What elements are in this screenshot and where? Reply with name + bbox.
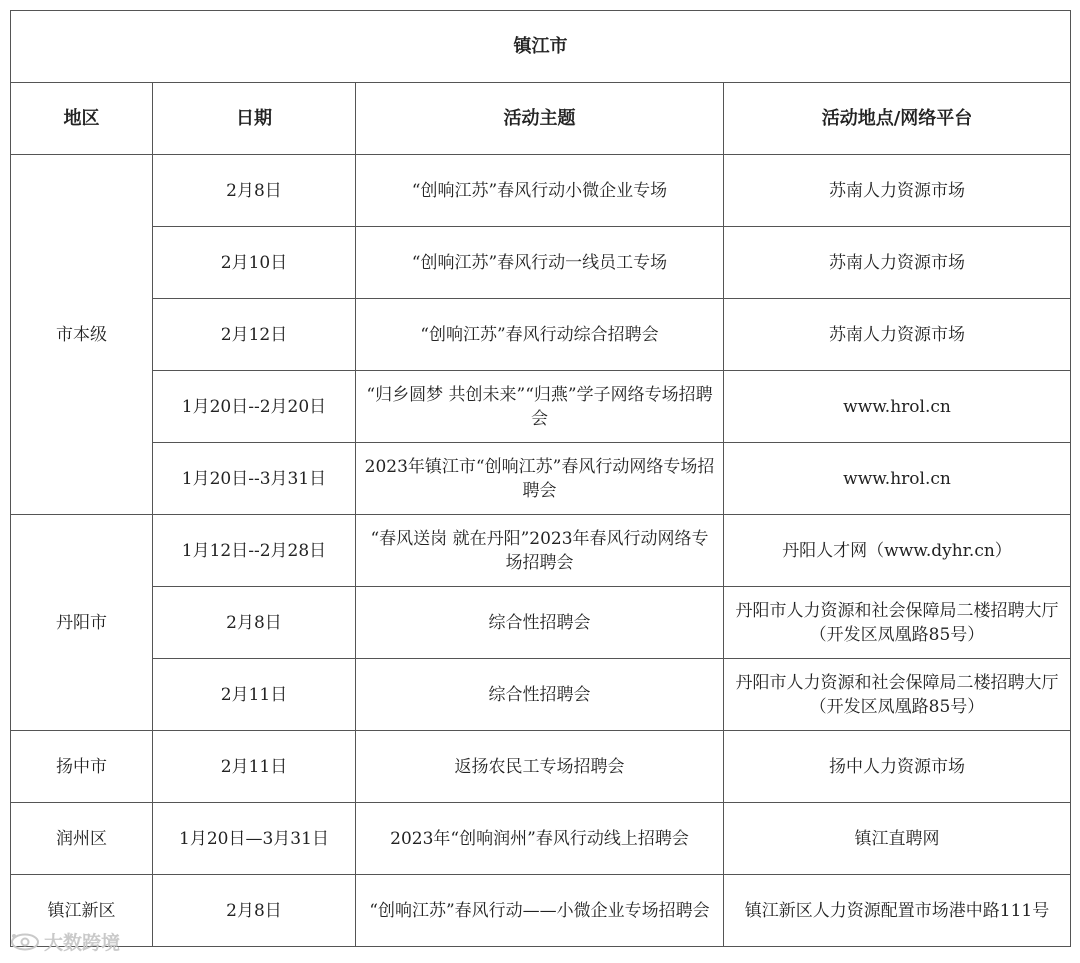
table-row (11, 443, 1071, 515)
table-row (11, 515, 1071, 587)
venue-cell: www.hrol.cn (724, 443, 1071, 515)
region-cell: 市本级 (11, 155, 153, 515)
theme-cell: 综合性招聘会 (356, 587, 724, 659)
theme-cell: 2023年“创响润州”春风行动线上招聘会 (356, 803, 724, 875)
date-cell: 2月8日 (153, 587, 356, 659)
schedule-table (10, 10, 1071, 947)
date-cell: 2月11日 (153, 731, 356, 803)
table-row (11, 803, 1071, 875)
venue-cell: 丹阳市人力资源和社会保障局二楼招聘大厅（开发区凤凰路85号） (724, 587, 1071, 659)
table-title: 镇江市 (11, 11, 1071, 83)
theme-cell: 综合性招聘会 (356, 659, 724, 731)
date-cell: 2月8日 (153, 875, 356, 947)
header-venue: 活动地点/网络平台 (724, 83, 1071, 155)
date-cell: 2月10日 (153, 227, 356, 299)
theme-cell: “创响江苏”春风行动一线员工专场 (356, 227, 724, 299)
table-row (11, 731, 1071, 803)
header-row (11, 83, 1071, 155)
theme-cell: 2023年镇江市“创响江苏”春风行动网络专场招聘会 (356, 443, 724, 515)
header-date: 日期 (153, 83, 356, 155)
venue-cell: 苏南人力资源市场 (724, 155, 1071, 227)
table-row (11, 371, 1071, 443)
venue-cell: 镇江直聘网 (724, 803, 1071, 875)
theme-cell: “创响江苏”春风行动小微企业专场 (356, 155, 724, 227)
header-theme: 活动主题 (356, 83, 724, 155)
title-row (11, 11, 1071, 83)
date-cell: 2月11日 (153, 659, 356, 731)
venue-cell: 苏南人力资源市场 (724, 299, 1071, 371)
date-cell: 1月20日--3月31日 (153, 443, 356, 515)
venue-cell: 苏南人力资源市场 (724, 227, 1071, 299)
theme-cell: “归乡圆梦 共创未来”“归燕”学子网络专场招聘会 (356, 371, 724, 443)
region-cell: 扬中市 (11, 731, 153, 803)
venue-cell: 丹阳人才网（www.dyhr.cn） (724, 515, 1071, 587)
theme-cell: “创响江苏”春风行动——小微企业专场招聘会 (356, 875, 724, 947)
table-row (11, 299, 1071, 371)
date-cell: 1月20日--2月20日 (153, 371, 356, 443)
table-row (11, 659, 1071, 731)
venue-cell: 丹阳市人力资源和社会保障局二楼招聘大厅（开发区凤凰路85号） (724, 659, 1071, 731)
table-row (11, 875, 1071, 947)
watermark-text: 大数跨境 (44, 932, 121, 954)
date-cell: 2月12日 (153, 299, 356, 371)
venue-cell: 镇江新区人力资源配置市场港中路111号 (724, 875, 1071, 947)
theme-cell: “创响江苏”春风行动综合招聘会 (356, 299, 724, 371)
theme-cell: 返扬农民工专场招聘会 (356, 731, 724, 803)
region-cell: 润州区 (11, 803, 153, 875)
date-cell: 1月20日—3月31日 (153, 803, 356, 875)
table-row (11, 155, 1071, 227)
venue-cell: www.hrol.cn (724, 371, 1071, 443)
date-cell: 1月12日--2月28日 (153, 515, 356, 587)
region-cell: 丹阳市 (11, 515, 153, 731)
header-region: 地区 (11, 83, 153, 155)
venue-cell: 扬中人力资源市场 (724, 731, 1071, 803)
theme-cell: “春风送岗 就在丹阳”2023年春风行动网络专场招聘会 (356, 515, 724, 587)
date-cell: 2月8日 (153, 155, 356, 227)
table-row (11, 587, 1071, 659)
table-row (11, 227, 1071, 299)
region-cell: 镇江新区 (11, 875, 153, 947)
